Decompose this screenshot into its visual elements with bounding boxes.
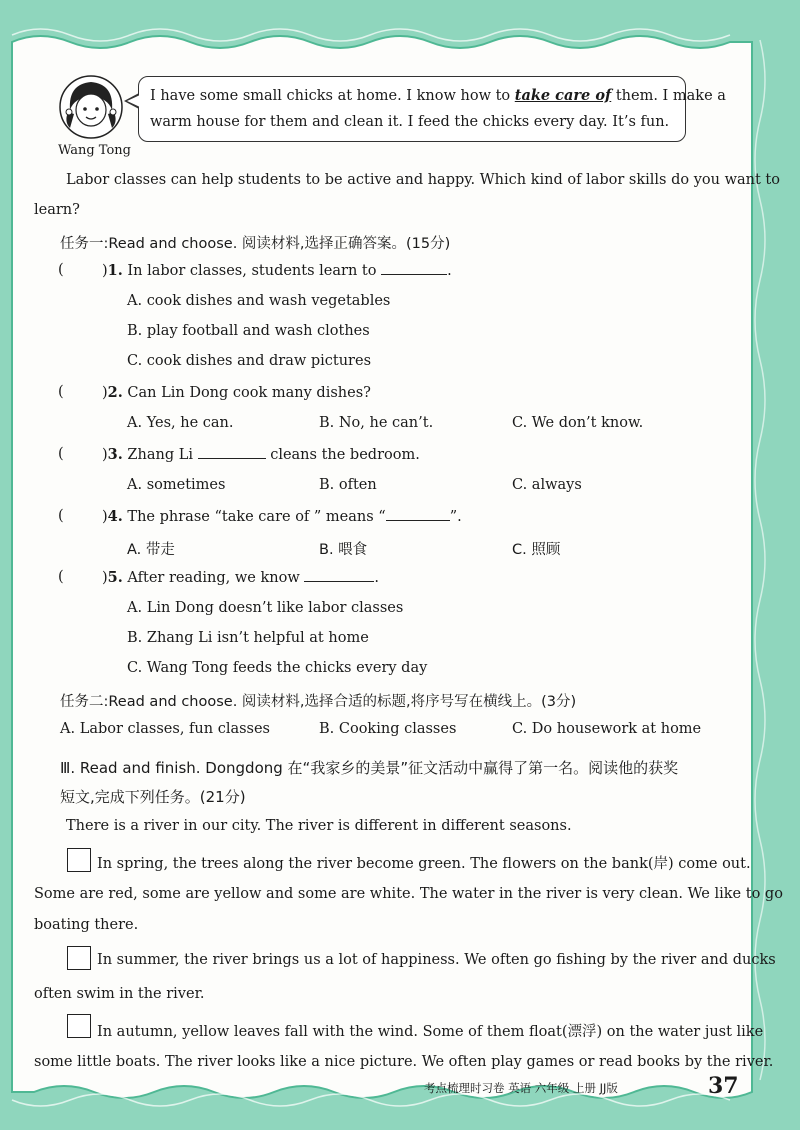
- passage-paragraph: In autumn, yellow leaves fall with the wind. Some of them float(漂浮) on the water just like: [97, 1024, 764, 1040]
- option-b: B. No, he can’t.: [319, 415, 434, 431]
- section3-heading: 短文,完成下列任务。(21分): [60, 788, 246, 806]
- question-stem: .: [447, 263, 452, 279]
- speech-text: I have some small chicks at home. I know how to: [150, 88, 515, 104]
- question-number: 3.: [107, 446, 123, 463]
- passage-paragraph: some little boats. The river looks like a nice picture. We often play games or read books by the river.: [34, 1054, 774, 1070]
- question-stem: .: [374, 570, 379, 586]
- question-number: 2.: [107, 384, 123, 401]
- paren-close: ): [102, 509, 108, 525]
- option-c: C. cook dishes and draw pictures: [127, 353, 372, 369]
- passage-paragraph: often swim in the river.: [34, 986, 205, 1002]
- question-number: 5.: [107, 569, 123, 586]
- option-a: A. cook dishes and wash vegetables: [127, 293, 391, 309]
- paragraph-answer-box[interactable]: [67, 1014, 91, 1038]
- intro-line: learn?: [34, 202, 80, 218]
- answer-blank[interactable]: [386, 519, 450, 521]
- page-number: 37: [708, 1073, 739, 1099]
- question-stem: Zhang Li: [127, 447, 193, 463]
- title-option-a: A. Labor classes, fun classes: [60, 721, 271, 737]
- paren-close: ): [102, 263, 108, 279]
- speech-emphasis: take care of: [514, 87, 612, 104]
- question-stem: In labor classes, students learn to: [127, 263, 377, 279]
- question-3: [102, 446, 420, 463]
- title-option-c: C. Do housework at home: [512, 721, 702, 737]
- question-stem: cleans the bedroom.: [270, 447, 420, 463]
- answer-paren[interactable]: (: [58, 262, 64, 278]
- speech-bubble: [138, 76, 686, 142]
- option-b: B. 喂食: [319, 542, 368, 558]
- answer-paren[interactable]: (: [58, 446, 64, 462]
- paragraph-answer-box[interactable]: [67, 946, 91, 970]
- question-stem: After reading, we know: [127, 570, 300, 586]
- answer-blank[interactable]: [381, 273, 447, 275]
- paren-close: ): [102, 385, 108, 401]
- option-b: B. play football and wash clothes: [127, 323, 370, 339]
- question-stem: ”.: [449, 509, 462, 525]
- question-stem: The phrase “take care of ” means “: [127, 509, 386, 525]
- task2-title: 任务二:Read and choose. 阅读材料,选择合适的标题,将序号写在横线上。(3分): [60, 694, 577, 710]
- question-2: [102, 384, 371, 401]
- bubble-tail-inner: [127, 95, 140, 107]
- paren-close: ): [102, 447, 108, 463]
- girl-avatar-icon: [58, 72, 124, 142]
- option-a: A. 带走: [127, 542, 175, 558]
- option-c: C. 照顾: [512, 542, 561, 558]
- question-5: [102, 569, 379, 586]
- answer-blank[interactable]: [198, 457, 266, 459]
- speech-line-1: [150, 87, 726, 104]
- answer-paren[interactable]: (: [58, 569, 64, 585]
- answer-paren[interactable]: (: [58, 508, 64, 524]
- option-a: A. Lin Dong doesn’t like labor classes: [127, 600, 404, 616]
- title-option-b: B. Cooking classes: [319, 721, 457, 737]
- question-stem: Can Lin Dong cook many dishes?: [127, 385, 371, 401]
- speaker-name: Wang Tong: [58, 143, 131, 158]
- option-c: C. We don’t know.: [512, 415, 644, 431]
- question-4: [102, 508, 462, 525]
- intro-line: Labor classes can help students to be active and happy. Which kind of labor skills do you want to: [66, 172, 780, 188]
- option-a: A. Yes, he can.: [127, 415, 234, 431]
- speech-line-2: warm house for them and clean it. I feed the chicks every day. It’s fun.: [150, 114, 670, 130]
- speech-text: them. I make a: [611, 88, 726, 104]
- passage-paragraph: In spring, the trees along the river become green. The flowers on the bank(岸) come out.: [97, 856, 751, 872]
- task1-title: 任务一:Read and choose. 阅读材料,选择正确答案。(15分): [60, 236, 451, 252]
- section3-heading: Ⅲ. Read and finish. Dongdong 在“我家乡的美景”征文活动中赢得了第一名。阅读他的获奖: [60, 759, 679, 777]
- option-b: B. often: [319, 477, 377, 493]
- passage-paragraph: There is a river in our city. The river is different in different seasons.: [66, 818, 572, 834]
- question-1: [102, 262, 452, 279]
- paren-close: ): [102, 570, 108, 586]
- question-number: 4.: [107, 508, 123, 525]
- option-b: B. Zhang Li isn’t helpful at home: [127, 630, 369, 646]
- option-c: C. always: [512, 477, 582, 493]
- option-c: C. Wang Tong feeds the chicks every day: [127, 660, 428, 676]
- answer-paren[interactable]: (: [58, 384, 64, 400]
- footer-text: 考点梳理时习卷 英语 六年级 上册 JJ版: [424, 1081, 618, 1095]
- passage-paragraph: boating there.: [34, 917, 139, 933]
- passage-paragraph: Some are red, some are yellow and some are white. The water in the river is very clean. We like to go: [34, 886, 783, 902]
- option-a: A. sometimes: [127, 477, 226, 493]
- passage-paragraph: In summer, the river brings us a lot of happiness. We often go fishing by the river and ducks: [97, 952, 776, 968]
- paragraph-answer-box[interactable]: [67, 848, 91, 872]
- question-number: 1.: [107, 262, 123, 279]
- answer-blank[interactable]: [304, 580, 374, 582]
